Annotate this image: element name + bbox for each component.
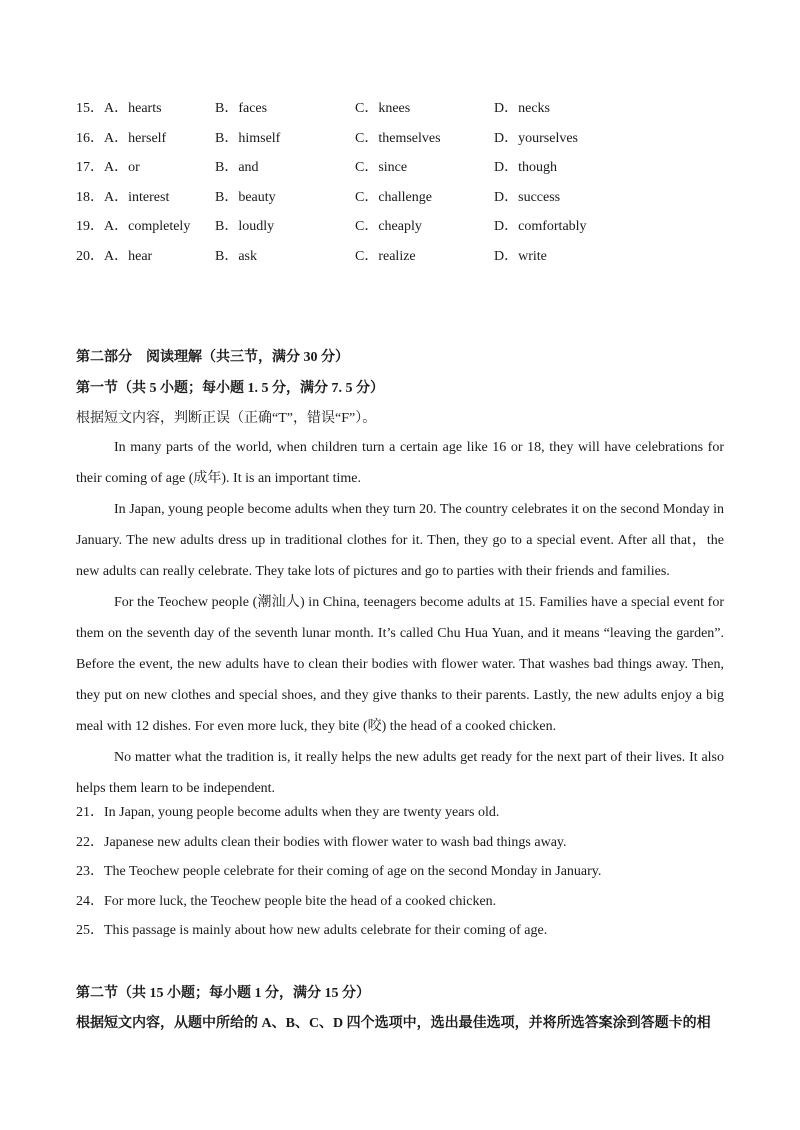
option-c: challenge: [378, 189, 432, 205]
option-c: cheaply: [378, 219, 422, 235]
question-item: 23．The Teochew people celebrate for their coming of age on the second Monday in January.: [76, 864, 602, 880]
choice-row: 19．A．completely B．loudly C．cheaply D．comfortably: [76, 219, 587, 235]
option-a: hearts: [128, 101, 162, 116]
option-a: completely: [128, 219, 191, 235]
option-b: faces: [238, 101, 268, 116]
choice-row: 16．A．herself B．himself C．themselves D．yourselves: [76, 130, 579, 146]
choice-row: 17．A．or B．and C．since D．though: [76, 160, 558, 176]
option-a: hear: [128, 248, 153, 264]
section2-instruction: 根据短文内容，从题中所给的 A、B、C、D 四个选项中，选出最佳选项，并将所选答案涂到答题卡的相: [76, 1016, 711, 1031]
option-d: though: [518, 160, 558, 176]
option-a: or: [128, 160, 140, 176]
choice-row: 15．A．hearts B．faces C．knees D．necks: [76, 101, 551, 116]
option-d: comfortably: [518, 219, 587, 235]
part2-title: 第二部分 阅读理解（共三节，满分 30 分）: [76, 350, 349, 365]
passage-paragraph: No matter what the tradition is, it really helps the new adults get ready for the next part of their lives. It also helps them learn to be independent.: [76, 750, 724, 796]
question-item: 21．In Japan, young people become adults when they are twenty years old.: [76, 805, 500, 820]
option-d: success: [518, 189, 561, 205]
question-item: 22．Japanese new adults clean their bodies with flower water to wash bad things away.: [76, 834, 567, 850]
section1-title: 第一节（共 5 小题；每小题 1. 5 分，满分 7. 5 分）: [76, 381, 384, 396]
choice-list: [76, 94, 736, 272]
option-a: interest: [128, 189, 170, 205]
option-b: beauty: [238, 189, 276, 205]
option-b: loudly: [238, 219, 275, 235]
option-b: and: [238, 160, 259, 176]
option-d: yourselves: [518, 130, 579, 146]
option-a: herself: [128, 130, 167, 146]
option-d: write: [518, 248, 547, 264]
choice-row: 18．A．interest B．beauty C．challenge D．success: [76, 189, 561, 205]
true-false-questions: [76, 798, 724, 946]
option-b: ask: [238, 248, 258, 264]
section2-title: 第二节（共 15 小题；每小题 1 分，满分 15 分）: [76, 986, 370, 1001]
reading-passage: [76, 432, 724, 804]
passage-paragraph: For the Teochew people (潮汕人) in China, teenagers become adults at 15. Families have a special event for them on the seventh day of the seventh lunar month. It’s called Chu Hua Yuan, and it means “leaving the garden”. Before the event, the new adults have to clean their bodies with flower water. That washes bad things away. Then, they put on new clothes and special shoes, and they give thanks to their parents. Lastly, the new adults enjoy a big meal with 12 dishes. For even more luck, they bite (咬) the head of a cooked chicken.: [76, 595, 724, 734]
option-c: realize: [378, 248, 416, 264]
section1-instruction: 根据短文内容，判断正误（正确“T”，错误“F”）。: [76, 411, 377, 426]
passage-paragraph: In many parts of the world, when children turn a certain age like 16 or 18, they will have celebrations for their coming of age (成年). It is an important time.: [76, 440, 724, 486]
option-c: themselves: [378, 130, 441, 146]
passage-paragraph: In Japan, young people become adults when they turn 20. The country celebrates it on the second Monday in January. The new adults dress up in traditional clothes for it. Then, they go to a special event. After all that，the new adults can really celebrate. They take lots of pictures and go to parties with their friends and families.: [76, 502, 724, 579]
question-item: 25．This passage is mainly about how new adults celebrate for their coming of age.: [76, 923, 548, 939]
option-c: knees: [378, 101, 411, 116]
option-d: necks: [518, 101, 551, 116]
choice-row: 20．A．hear B．ask C．realize D．write: [76, 248, 547, 264]
question-item: 24．For more luck, the Teochew people bite the head of a cooked chicken.: [76, 893, 497, 909]
option-b: himself: [238, 130, 281, 146]
option-c: since: [378, 160, 408, 176]
